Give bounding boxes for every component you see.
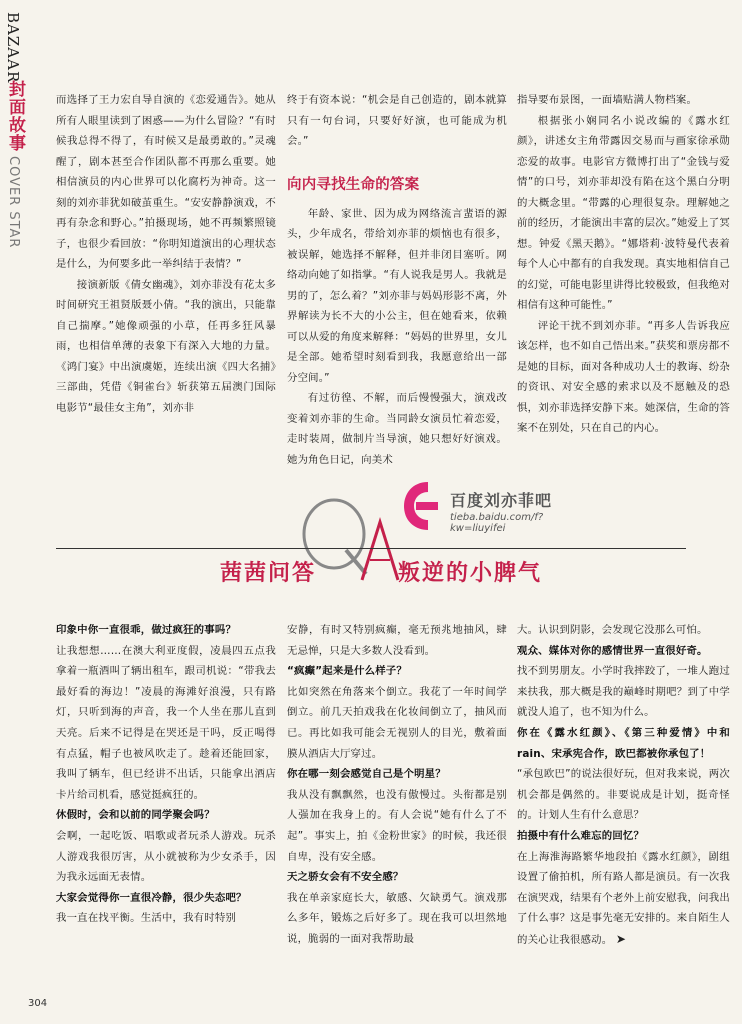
article-paragraph: 年龄、家世、因为成为网络流言蜚语的源头，少年成名，带给刘亦菲的烦恼也有很多，被误解，她选择不解释，但并非闭目塞听。网络动向她了如指掌。“有人说我是男人。我就是男的了，怎么着？”刘亦菲与妈妈形影不离，外界解读为长不大的小公主，但在她看来，依赖可以从爱的角度来解释：“妈妈的世界里，女儿是全部。她希望时刻看到我，我愿意给出一部分空间。” bbox=[287, 207, 507, 384]
qa-column-1 bbox=[56, 620, 276, 929]
article-column-3 bbox=[517, 90, 730, 439]
tieba-logo-icon bbox=[398, 478, 446, 534]
watermark-title: 百度刘亦菲吧 bbox=[450, 491, 553, 510]
article-paragraph: 评论干扰不到刘亦菲。“再多人告诉我应该怎样，也不如自己悟出来。”获奖和票房都不是她的目标，面对各种成功人士的教诲、纷杂的资讯、对安全感的索求以及不愿触及的恐惧，刘亦菲选择安静下来。她深信，生命的答案不在别处，只在自己的内心。 bbox=[517, 319, 730, 434]
section-heading: 向内寻找生命的答案 bbox=[287, 175, 420, 193]
article-column-1 bbox=[56, 90, 276, 418]
sidebar bbox=[0, 0, 28, 1024]
qa-answer: 我从没有飘飘然，也没有傲慢过。头衔都是别人强加在我身上的。有人会说“她有什么了不起”。事实上，拍《金粉世家》的时候，我还很自卑，没有安全感。 bbox=[287, 788, 507, 863]
article-paragraph: 指导要布景图，一面墙贴满人物档案。 bbox=[517, 94, 698, 106]
article-paragraph: 根据张小娴同名小说改编的《露水红颜》，讲述女主角带露因交易而与画家徐承勋恋爱的故事。电影官方微博打出了“金钱与爱情”的口号，刘亦菲却没有陷在这个黑白分明的大概念里。“带露的心理很复杂。理解她之前的经历，才能演出丰富的层次。”她爱上了冥想。钟爱《黑天鹅》。“娜塔莉·波特曼代表着每个人心中都有的自我发现。真实地相信自己的幻觉，可能电影里讲得比较极致，但我绝对相信有这种可能性。” bbox=[517, 114, 730, 311]
qa-answer: 找不到男朋友。小学时我摔跤了，一堆人跑过来扶我，那大概是我的巅峰时期吧？到了中学就没人追了，也不知为什么。 bbox=[517, 665, 730, 719]
qa-answer: 我一直在找平衡。生活中，我有时特别 bbox=[56, 912, 237, 925]
qa-column-2 bbox=[287, 620, 507, 950]
qa-answer bbox=[517, 847, 730, 951]
qa-question: 天之骄女会有不安全感？ bbox=[287, 871, 404, 884]
qa-answer: 大。认识到阴影，会发现它没那么可怕。 bbox=[517, 624, 708, 636]
qa-question: 观众、媒体对你的感情世界一直很好奇。 bbox=[517, 644, 708, 657]
watermark-url: tieba.baidu.com/f?kw=liuyifei bbox=[450, 512, 544, 534]
qa-answer: 会啊，一起吃饭、唱歌或者玩杀人游戏。玩杀人游戏我很厉害，从小就被称为少女杀手，因为我永远面无表情。 bbox=[56, 829, 276, 884]
article-paragraph: 终于有资本说：“机会是自己创造的，剧本就算只有一句台词，只要好好演，也可能成为机会。” bbox=[287, 94, 507, 147]
qa-question: 拍摄中有什么难忘的回忆？ bbox=[517, 829, 645, 842]
qa-subtitle: 叛逆的小脾气 bbox=[398, 560, 543, 586]
section-category: 封面故事 bbox=[5, 80, 25, 152]
qa-answer: 让我想想……在澳大利亚度假，凌晨四五点我拿着一瓶酒叫了辆出租车，跟司机说：“带我去最好看的海边！”凌晨的海滩好浪漫，只有路灯，只听到海的声音，我一个人坐在那儿直到天亮。后来不记得是在哭还是干吗，反正喝得有点猛，帽子也被风吹走了。趁着还能回家，我叫了辆车，但已经讲不出话，只能拿出酒店卡片给司机看，感觉挺疯狂的。 bbox=[56, 644, 276, 801]
qa-answer: 比如突然在角落来个倒立。我花了一年时间学倒立。前几天拍戏我在化妆间倒立了，抽风而已。再比如我可能会无视别人的目光，敷着面膜从酒店大厅穿过。 bbox=[287, 685, 507, 760]
watermark bbox=[398, 476, 598, 538]
qa-answer: “承包欧巴”的说法很好玩，但对我来说，两次机会都是偶然的。非要说成是计划，挺奇怪的。计划人生有什么意思？ bbox=[517, 768, 730, 822]
section-category-en: COVER STAR bbox=[6, 156, 21, 249]
qa-question: 印象中你一直很乖，做过疯狂的事吗？ bbox=[56, 624, 237, 636]
article-paragraph: 有过彷徨、不解，而后慢慢强大，演戏改变着刘亦菲的生命。当同龄女演员忙着恋爱，走时装周，做制片当导演，她只想好好演戏。她为角色日记，向美术 bbox=[287, 392, 507, 466]
qa-question: 大家会觉得你一直很冷静，很少失态吧？ bbox=[56, 891, 247, 904]
qa-question: “疯癫”起来是什么样子？ bbox=[287, 665, 407, 678]
article-paragraph: 而选择了王力宏自导自演的《恋爱通告》。她从所有人眼里读到了困惑——为什么冒险？“有时候我总得不得了，有时候又是最勇敢的。”灵魂醒了，剧本甚至合作团队都不再那么重要。她相信演员的内心世界可以化腐朽为神奇。这一刻的刘亦菲犹如破茧重生。“安安静静演戏，不再有杂念和野心。”拍摄现场，她不再频繁照镜子，也很少看回放：“你明知道演出的心理状态是什么，为何要多此一举纠结于表情？” bbox=[56, 94, 276, 270]
qa-question: 你在哪一刻会感觉自己是个明星？ bbox=[287, 768, 446, 781]
qa-answer: 我在单亲家庭长大，敏感、欠缺勇气。演戏那么多年，锻炼之后好多了。现在我可以坦然地说，脆弱的一面对我帮助最 bbox=[287, 891, 507, 945]
qa-title: 茜茜问答 bbox=[220, 560, 317, 586]
article-column-2 bbox=[287, 90, 507, 470]
qa-answer-text: 在上海淮海路繁华地段拍《露水红颜》，剧组设置了偷拍机，所有路人都是演员。有一次我在演哭戏，结果有个老外上前安慰我，问我出了什么事？这是事先毫无安排的。来自陌生人的关心让我很感动。 bbox=[517, 850, 730, 946]
qa-question: 休假时，会和以前的同学聚会吗？ bbox=[56, 809, 215, 822]
page-number: 304 bbox=[28, 998, 48, 1009]
continue-arrow-icon: ➤ bbox=[615, 931, 627, 946]
magazine-brand: BAZAAR bbox=[4, 12, 22, 84]
qa-answer: 安静，有时又特别疯癫，毫无预兆地抽风，肆无忌惮，只是大多数人没看到。 bbox=[287, 624, 507, 657]
qa-divider bbox=[56, 548, 686, 549]
qa-column-3 bbox=[517, 620, 730, 951]
qa-question: 你在《露水红颜》、《第三种爱情》中和rain、宋承宪合作，欧巴都被你承包了！ bbox=[517, 726, 730, 760]
article-paragraph: 接演新版《倩女幽魂》，刘亦菲没有花太多时间研究王祖贤版聂小倩。“我的演出，只能靠自己揣摩。”她像顽强的小草，任再多狂风暴雨，也相信单薄的表象下有深入大地的力量。《鸿门宴》中出演虞姬，连续出演《四大名捕》三部曲，凭借《铜雀台》斩获第五届澳门国际电影节“最佳女主角”，刘亦非 bbox=[56, 278, 276, 414]
